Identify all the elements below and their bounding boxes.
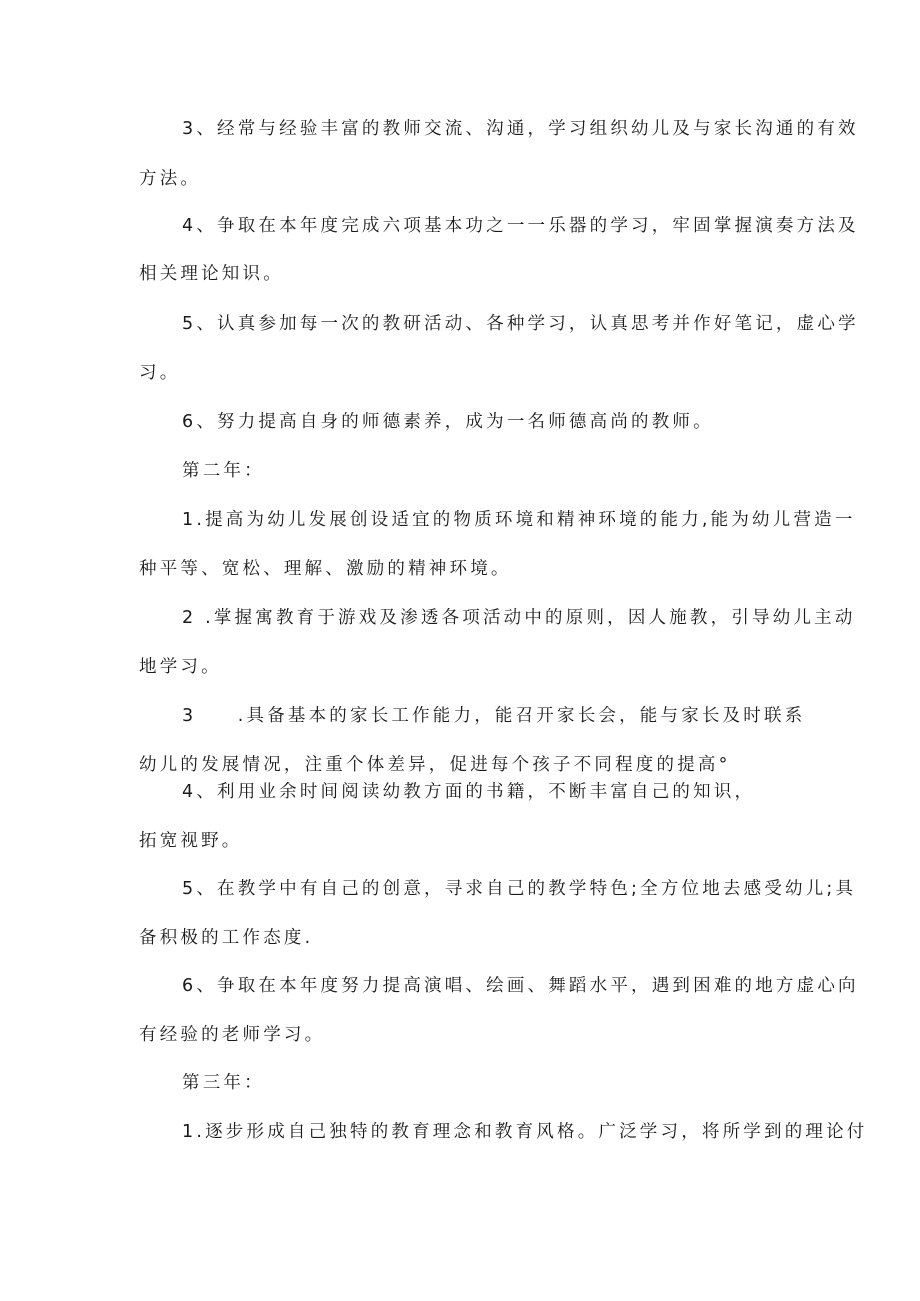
paragraph-4-line-1: 4、争取在本年度完成六项基本功之一一乐器的学习，牢固掌握演奏方法及 [182,216,859,236]
paragraph-5-line-1: 5、认真参加每一次的教研活动、各种学习，认真思考并作好笔记，虚心学 [182,314,859,334]
year2-item-5-line-2: 备积极的工作态度. [139,928,314,948]
year2-item-4-line-1: 4、利用业余时间阅读幼教方面的书籍，不断丰富自己的知识， [182,782,756,802]
paragraph-5-line-2: 习。 [139,363,181,383]
year2-item-4-line-2: 拓宽视野。 [139,831,243,851]
paragraph-3-line-2: 方法。 [139,169,202,189]
year3-item-1-line-1: 1.逐步形成自己独特的教育理念和教育风格。广泛学习，将所学到的理论付 [182,1122,868,1142]
year2-item-2-line-2: 地学习。 [139,657,222,677]
year2-item-3-line-1: 3 .具备基本的家长工作能力，能召开家长会，能与家长及时联系 [182,706,806,726]
section-heading-year-3: 第三年： [182,1073,265,1093]
year2-item-6-line-1: 6、争取在本年度努力提高演唱、绘画、舞蹈水平，遇到困难的地方虚心向 [182,976,859,996]
year2-item-6-line-2: 有经验的老师学习。 [139,1025,326,1045]
paragraph-4-line-2: 相关理论知识。 [139,264,284,284]
year2-item-1-line-2: 种平等、宽松、理解、激励的精神环境。 [139,559,512,579]
paragraph-3-line-1: 3、经常与经验丰富的教师交流、沟通，学习组织幼儿及与家长沟通的有效 [182,119,859,139]
year2-item-5-line-1: 5、在教学中有自己的创意，寻求自己的教学特色;全方位地去感受幼儿;具 [182,879,857,899]
paragraph-6-line-1: 6、努力提高自身的师德素养，成为一名师德高尚的教师。 [182,412,714,432]
year2-item-1-line-1: 1.提高为幼儿发展创设适宜的物质环境和精神环境的能力,能为幼儿营造一 [182,510,856,530]
year2-item-3-line-2: 幼儿的发展情况，注重个体差异，促进每个孩子不同程度的提高° [139,755,731,775]
year2-item-2-line-1: 2 .掌握寓教育于游戏及渗透各项活动中的原则，因人施教，引导幼儿主动 [182,608,856,628]
section-heading-year-2: 第二年： [182,461,265,481]
